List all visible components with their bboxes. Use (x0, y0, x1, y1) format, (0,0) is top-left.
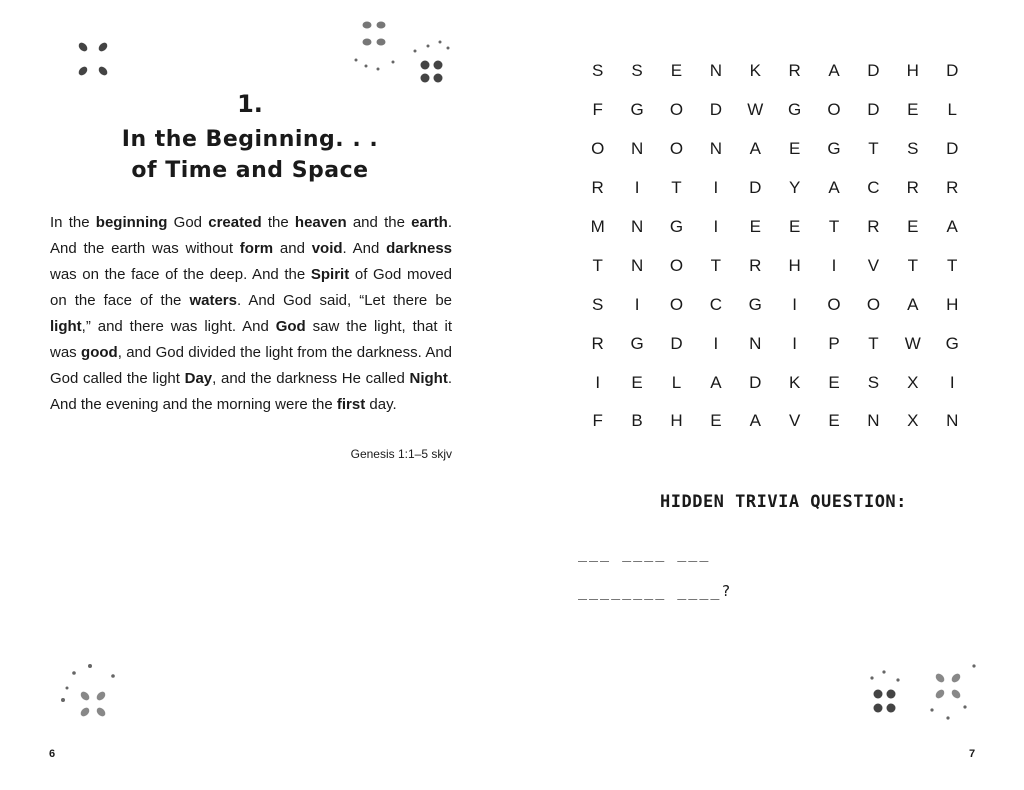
word-search-cell[interactable]: D (867, 100, 880, 120)
decorative-ornament-bottom-left (50, 660, 130, 720)
word-search-cell[interactable]: G (945, 333, 959, 353)
trivia-heading: HIDDEN TRIVIA QUESTION: (660, 492, 907, 512)
word-search-cell[interactable]: M (590, 217, 605, 236)
word-search-cell[interactable]: G (669, 217, 684, 236)
word-search-cell[interactable]: N (867, 411, 880, 431)
word-search-cell[interactable]: D (749, 372, 762, 392)
word-search-cell[interactable]: R (788, 61, 801, 81)
flower-ornament-icon (363, 22, 386, 46)
passage-text: In the (50, 214, 96, 231)
word-search-cell[interactable]: B (631, 411, 643, 431)
chapter-title (0, 124, 500, 186)
word-search-cell[interactable]: T (828, 217, 840, 236)
bold-keyword: earth (411, 214, 448, 231)
word-search-cell[interactable]: E (907, 217, 919, 236)
word-search-cell[interactable]: I (713, 217, 719, 236)
word-search-cell[interactable]: G (630, 333, 644, 353)
word-search-cell[interactable]: A (710, 372, 722, 392)
bold-keyword: good (81, 344, 118, 361)
word-search-cell[interactable]: S (907, 139, 919, 159)
flower-ornament-icon (79, 690, 107, 718)
word-search-cell[interactable]: T (671, 178, 682, 198)
word-search-cell[interactable]: T (710, 255, 722, 275)
passage-text: . And (342, 240, 387, 257)
decorative-ornament-bottom-right (862, 658, 992, 728)
bold-keyword: darkness (386, 240, 452, 257)
word-search-cell[interactable]: S (631, 61, 643, 81)
word-search-cell[interactable]: A (828, 61, 840, 81)
word-search-cell[interactable]: I (792, 294, 798, 314)
word-search-cell[interactable]: D (946, 61, 959, 81)
word-search-cell[interactable]: I (713, 178, 719, 198)
word-search-cell[interactable]: I (634, 178, 640, 198)
word-search-cell[interactable]: R (591, 333, 604, 353)
word-search-cell[interactable]: C (867, 178, 880, 198)
word-search-cell[interactable]: O (669, 100, 684, 120)
word-search-cell[interactable]: O (669, 255, 684, 275)
word-search-cell[interactable]: T (592, 255, 603, 275)
word-search-cell[interactable]: O (827, 294, 841, 314)
passage-text: . And God said, “Let there be (236, 292, 453, 309)
bold-keyword: first (336, 396, 366, 413)
word-search-cell[interactable]: N (946, 411, 959, 431)
word-search-cell[interactable]: I (949, 372, 955, 392)
word-search-cell[interactable]: F (592, 100, 603, 120)
word-search-cell[interactable]: A (828, 178, 840, 198)
word-search-cell[interactable]: E (788, 139, 801, 159)
passage-text: ,” and there was light. And (81, 318, 276, 335)
word-search-cell[interactable]: T (947, 255, 958, 275)
word-search-cell[interactable]: S (867, 372, 880, 392)
bold-keyword: Spirit (310, 266, 350, 283)
word-search-cell[interactable]: N (630, 139, 644, 159)
word-search-cell[interactable]: C (709, 294, 722, 314)
right-page (512, 0, 1024, 790)
word-search-cell[interactable]: X (907, 411, 919, 431)
passage-text: . And the earth was without (50, 214, 453, 257)
word-search-cell[interactable]: I (792, 333, 798, 353)
word-search-cell[interactable]: F (592, 411, 603, 431)
word-search-cell[interactable]: H (788, 255, 801, 275)
word-search-cell[interactable]: R (867, 217, 880, 236)
word-search-cell[interactable]: K (749, 61, 761, 81)
word-search-grid (578, 52, 972, 441)
word-search-cell[interactable]: T (868, 333, 879, 353)
flower-ornament-icon (874, 690, 896, 713)
bold-keyword: beginning (95, 214, 168, 231)
word-search-cell[interactable]: D (709, 100, 722, 120)
word-search-cell[interactable]: D (946, 139, 959, 159)
word-search-cell[interactable]: S (592, 294, 604, 314)
bold-keyword: Night (409, 370, 448, 387)
passage-text: , and God divided the light from the darkness. And God called the light (50, 344, 453, 387)
page-number: 6 (49, 748, 56, 760)
decorative-ornament-top-center (348, 18, 458, 88)
word-search-cell[interactable]: L (671, 372, 682, 392)
word-search-cell[interactable]: I (634, 294, 640, 314)
word-search-cell[interactable]: V (788, 411, 801, 431)
word-search-cell[interactable]: I (595, 372, 601, 392)
scripture-reference: Genesis 1:1–5 skjv (350, 447, 452, 461)
word-search-cell[interactable]: A (749, 411, 761, 431)
word-search-cell[interactable]: O (669, 139, 684, 159)
word-search-cell[interactable]: L (947, 100, 957, 120)
passage-text: was on the face of the deep. And the (50, 266, 311, 283)
word-search-cell[interactable]: V (867, 255, 880, 275)
passage-text: of God moved on the face of the (50, 266, 452, 309)
word-search-cell[interactable]: N (749, 333, 762, 353)
word-search-cell[interactable]: E (631, 372, 643, 392)
word-search-cell[interactable]: N (709, 61, 722, 81)
bold-keyword: God (275, 318, 306, 335)
word-search-cell[interactable]: G (630, 100, 644, 120)
word-search-cell[interactable]: E (788, 217, 801, 236)
word-search-cell[interactable]: R (946, 178, 959, 198)
passage-text: God (167, 214, 209, 231)
decorative-ornament-top-left (70, 36, 120, 86)
word-search-cell[interactable]: A (946, 217, 958, 236)
word-search-cell[interactable]: R (749, 255, 762, 275)
word-search-cell[interactable]: R (906, 178, 919, 198)
word-search-cell[interactable]: K (788, 372, 801, 392)
word-search-cell[interactable]: O (827, 100, 841, 120)
word-search-cell[interactable]: D (670, 333, 683, 353)
passage-text: saw the light, that it was (50, 318, 452, 361)
word-search-cell[interactable]: A (907, 294, 919, 314)
bold-keyword: form (239, 240, 274, 257)
bold-keyword: light (50, 318, 82, 335)
word-search-cell[interactable]: D (749, 178, 762, 198)
word-search-cell[interactable]: E (828, 372, 840, 392)
word-search-cell[interactable]: N (630, 217, 644, 236)
word-search-cell[interactable]: E (828, 411, 840, 431)
word-search-cell[interactable]: H (946, 294, 959, 314)
word-search-cell[interactable]: Y (788, 178, 801, 198)
word-search-cell[interactable]: T (907, 255, 919, 275)
answer-blanks-line-1: ___ ____ ___ (578, 544, 711, 562)
passage-text: . And the evening and the morning were the (50, 370, 452, 413)
passage-text: day. (365, 396, 397, 413)
word-search-cell[interactable]: D (867, 61, 880, 81)
word-search-cell[interactable]: A (749, 139, 761, 159)
answer-blanks-line-2: ________ ____? (578, 582, 733, 600)
bold-keyword: waters (189, 292, 237, 309)
word-search-cell[interactable]: I (713, 333, 719, 353)
passage-text: and (273, 240, 312, 257)
word-search-cell[interactable]: P (828, 333, 840, 353)
word-search-cell[interactable]: I (831, 255, 837, 275)
word-search-cell[interactable]: N (630, 255, 644, 275)
word-search-cell[interactable]: R (591, 178, 604, 198)
chapter-number: 1. (237, 90, 263, 118)
word-search-cell[interactable]: O (669, 294, 684, 314)
word-search-cell[interactable]: N (709, 139, 722, 159)
word-search-cell[interactable]: T (868, 139, 879, 159)
passage-text: the (261, 214, 295, 231)
word-search-cell[interactable]: S (592, 61, 604, 81)
word-search-cell[interactable]: X (907, 372, 919, 392)
word-search-cell[interactable]: E (907, 100, 919, 120)
bold-keyword: heaven (294, 214, 347, 231)
word-search-cell[interactable]: E (710, 411, 722, 431)
chapter-title-line-1: In the Beginning. . . (121, 127, 379, 152)
flower-ornament-icon (77, 41, 109, 77)
scripture-passage (50, 210, 452, 418)
word-search-cell[interactable]: W (747, 100, 764, 120)
bold-keyword: void (311, 240, 343, 257)
word-search-cell[interactable]: G (827, 139, 841, 159)
word-search-cell[interactable]: O (591, 139, 605, 159)
word-search-cell[interactable]: O (866, 294, 881, 314)
passage-text: , and the darkness He called (212, 370, 410, 387)
word-search-cell[interactable]: E (749, 217, 761, 236)
bold-keyword: Day (184, 370, 213, 387)
passage-text: and the (346, 214, 412, 231)
chapter-title-line-2: of Time and Space (131, 158, 369, 183)
bold-keyword: created (208, 214, 262, 231)
word-search-cell[interactable]: H (906, 61, 919, 81)
word-search-cell[interactable]: G (788, 100, 802, 120)
word-search-cell[interactable]: E (670, 61, 683, 81)
word-search-cell[interactable]: H (670, 411, 683, 431)
word-search-cell[interactable]: W (904, 333, 921, 353)
page-number: 7 (969, 748, 976, 760)
word-search-cell[interactable]: G (748, 294, 762, 314)
